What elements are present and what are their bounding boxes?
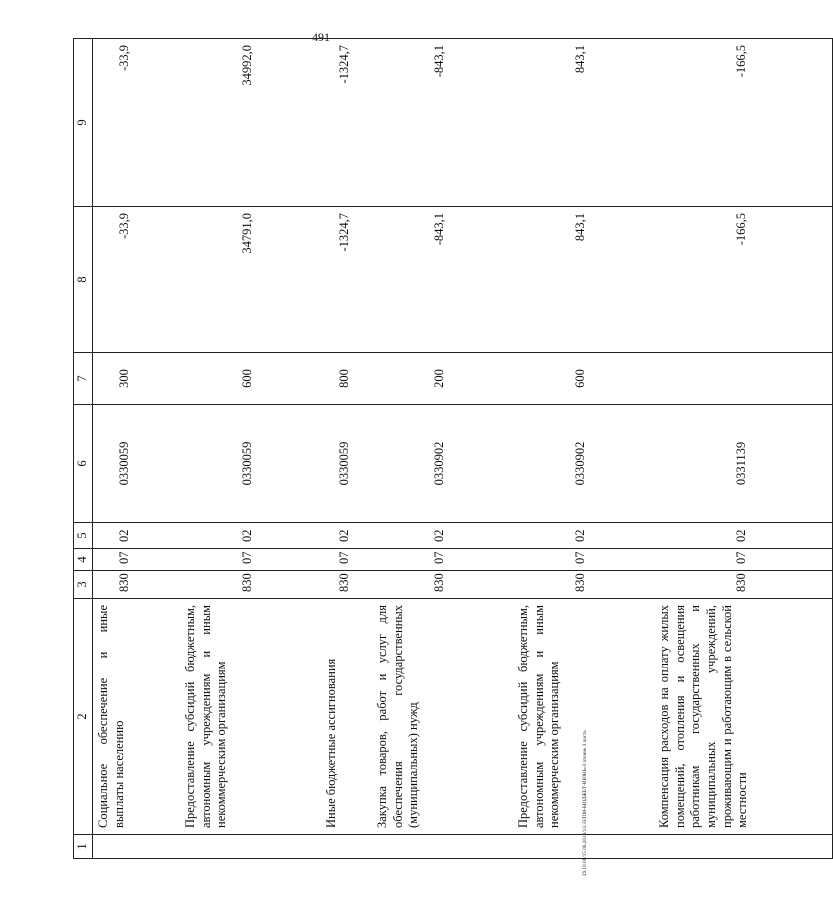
footer-note-text: 29.10.06/15 06.2013/13.33/ПМ-БЮДЖЕТ-ИЮНЬ-З чтение 3 часть	[583, 730, 588, 876]
header-cell: 3	[74, 571, 93, 599]
cell-subsection: 02	[372, 523, 513, 549]
cell-type	[654, 353, 833, 405]
cell-empty	[372, 835, 513, 859]
cell-subsection: 02	[180, 523, 321, 549]
header-cell: 8	[74, 207, 93, 353]
cell-name: Предоставление субсидий бюджетным, автономным учреждениям и иным некоммерческим организациям	[180, 599, 321, 835]
cell-total: -1324,7	[321, 39, 372, 207]
cell-name: Иные бюджетные ассигнования	[321, 599, 372, 835]
table-row	[513, 39, 654, 859]
header-cell: 1	[74, 835, 93, 859]
cell-total: -33,9	[93, 39, 181, 207]
cell-target: 0330059	[321, 405, 372, 523]
cell-amount: -1324,7	[321, 207, 372, 353]
cell-subsection: 02	[513, 523, 654, 549]
cell-name: Предоставление субсидий бюджетным, автономным учреждениям и иным некоммерческим организациям	[513, 599, 654, 835]
cell-amount: -843,1	[372, 207, 513, 353]
cell-total: 34992,0	[180, 39, 321, 207]
header-cell: 7	[74, 353, 93, 405]
budget-table	[73, 38, 833, 859]
cell-section: 07	[321, 549, 372, 571]
cell-type: 200	[372, 353, 513, 405]
cell-type: 300	[93, 353, 181, 405]
header-cell: 4	[74, 549, 93, 571]
cell-amount: -33,9	[93, 207, 181, 353]
cell-ministry: 830	[372, 571, 513, 599]
cell-empty	[180, 835, 321, 859]
header-cell: 9	[74, 39, 93, 207]
cell-type: 800	[321, 353, 372, 405]
cell-target: 0331139	[654, 405, 833, 523]
cell-type: 600	[180, 353, 321, 405]
cell-total: -843,1	[372, 39, 513, 207]
cell-amount: 34791,0	[180, 207, 321, 353]
cell-empty	[93, 835, 181, 859]
cell-empty	[321, 835, 372, 859]
table-row	[321, 39, 372, 859]
cell-section: 07	[654, 549, 833, 571]
cell-subsection: 02	[321, 523, 372, 549]
page-number: 491	[312, 30, 330, 44]
cell-empty	[513, 835, 654, 859]
header-cell: 5	[74, 523, 93, 549]
header-cell: 6	[74, 405, 93, 523]
cell-ministry: 830	[513, 571, 654, 599]
table-row	[180, 39, 321, 859]
cell-type: 600	[513, 353, 654, 405]
cell-name: Закупка товаров, работ и услуг для обеспечения государственных (муниципальных) нужд	[372, 599, 513, 835]
table-row	[93, 39, 181, 859]
cell-subsection: 02	[654, 523, 833, 549]
cell-target: 0330059	[93, 405, 181, 523]
header-row	[74, 39, 93, 859]
cell-subsection: 02	[93, 523, 181, 549]
cell-target: 0330902	[513, 405, 654, 523]
cell-total: -166,5	[654, 39, 833, 207]
cell-amount: 843,1	[513, 207, 654, 353]
table-row	[654, 39, 833, 859]
cell-ministry: 830	[654, 571, 833, 599]
cell-section: 07	[513, 549, 654, 571]
cell-section: 07	[372, 549, 513, 571]
cell-empty	[654, 835, 833, 859]
table-row	[372, 39, 513, 859]
header-cell: 2	[74, 599, 93, 835]
cell-name: Социальное обеспечение и иные выплаты населению	[93, 599, 181, 835]
cell-ministry: 830	[321, 571, 372, 599]
cell-section: 07	[93, 549, 181, 571]
cell-name: Компенсация расходов на оплату жилых помещений, отопления и освещения работникам государственных и муниципальных учреждений, проживающим и работающим в сельской местности	[654, 599, 833, 835]
cell-ministry: 830	[93, 571, 181, 599]
cell-section: 07	[180, 549, 321, 571]
cell-total: 843,1	[513, 39, 654, 207]
cell-target: 0330902	[372, 405, 513, 523]
cell-target: 0330059	[180, 405, 321, 523]
cell-amount: -166,5	[654, 207, 833, 353]
cell-ministry: 830	[180, 571, 321, 599]
